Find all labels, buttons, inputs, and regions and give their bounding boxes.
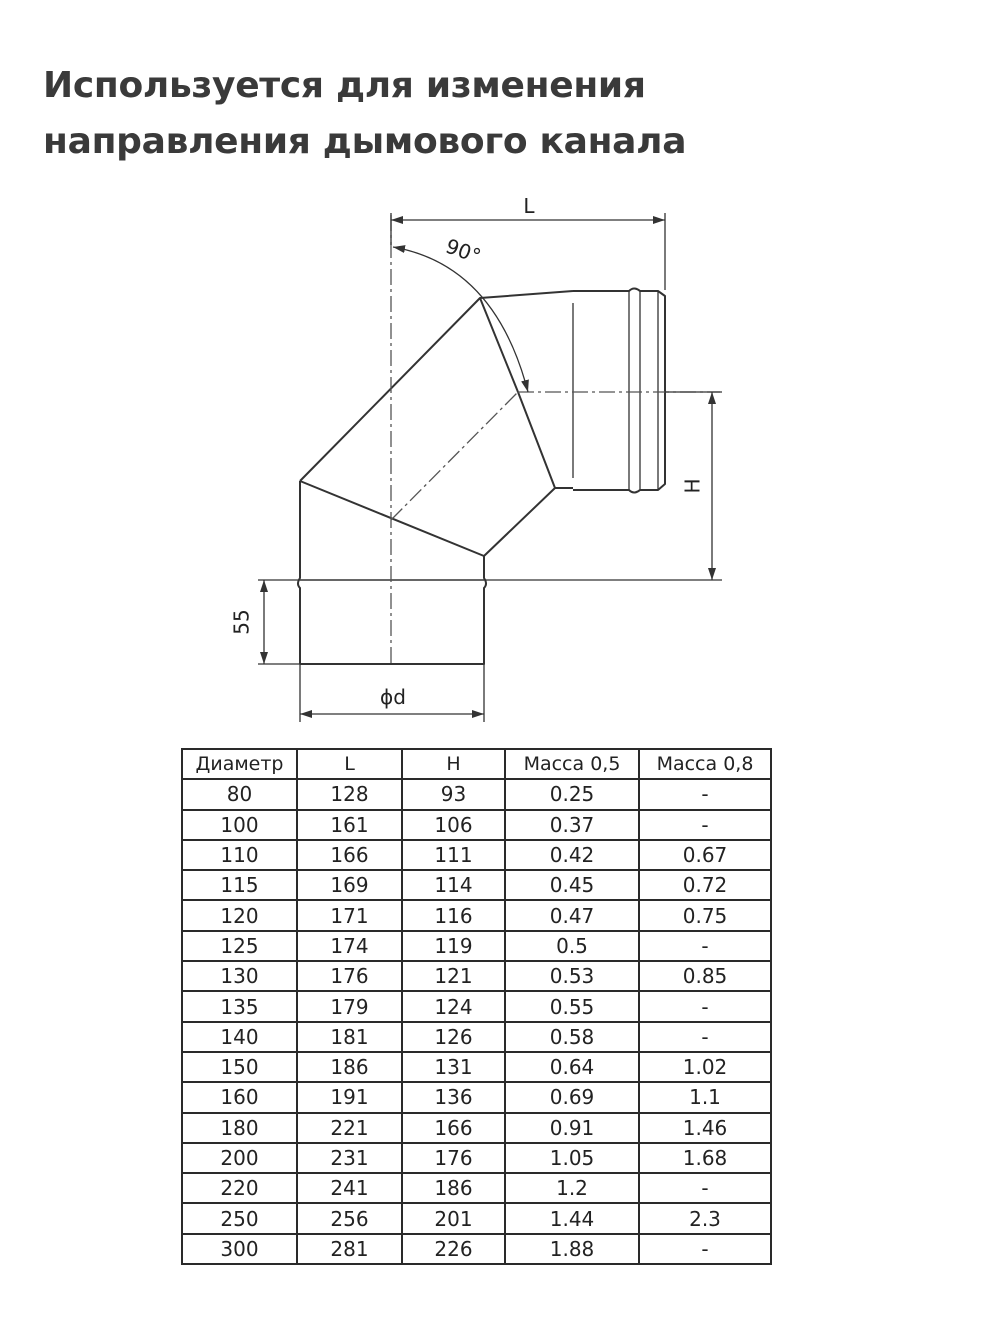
cell-mass-08: -: [639, 1022, 771, 1052]
center-lines: [391, 215, 720, 664]
bottom-collar: [298, 481, 486, 664]
cell-L: 241: [297, 1173, 402, 1203]
label-angle: 90°: [442, 233, 485, 269]
cell-diameter: 80: [182, 779, 297, 809]
cell-diameter: 130: [182, 961, 297, 991]
label-L: L: [523, 194, 535, 218]
cell-H: 201: [402, 1203, 505, 1233]
table-row: [182, 1173, 771, 1203]
elbow-outline: [298, 289, 665, 665]
cell-diameter: 160: [182, 1082, 297, 1112]
header-mass-05: Масса 0,5: [505, 749, 639, 779]
cell-diameter: 125: [182, 931, 297, 961]
cell-L: 256: [297, 1203, 402, 1233]
cell-mass-05: 0.64: [505, 1052, 639, 1082]
angle-arc: [393, 247, 528, 392]
cell-L: 231: [297, 1143, 402, 1173]
table-row: [182, 1022, 771, 1052]
cell-L: 166: [297, 840, 402, 870]
cell-mass-08: -: [639, 931, 771, 961]
cell-H: 126: [402, 1022, 505, 1052]
cell-L: 221: [297, 1113, 402, 1143]
cell-H: 166: [402, 1113, 505, 1143]
cell-mass-05: 0.37: [505, 810, 639, 840]
table-row: [182, 991, 771, 1021]
cell-diameter: 220: [182, 1173, 297, 1203]
cell-H: 111: [402, 840, 505, 870]
cell-mass-08: 0.72: [639, 870, 771, 900]
table-row: [182, 1203, 771, 1233]
heading-line-2: направления дымового канала: [43, 121, 687, 162]
cell-diameter: 100: [182, 810, 297, 840]
cell-L: 128: [297, 779, 402, 809]
header-mass-08: Масса 0,8: [639, 749, 771, 779]
cell-L: 169: [297, 870, 402, 900]
cell-L: 171: [297, 900, 402, 930]
cell-mass-05: 0.58: [505, 1022, 639, 1052]
heading-line-1: Используется для изменения: [43, 65, 646, 106]
table-row: [182, 1113, 771, 1143]
cell-mass-08: -: [639, 1234, 771, 1264]
header-H: H: [402, 749, 505, 779]
table-row: [182, 1234, 771, 1264]
cell-diameter: 110: [182, 840, 297, 870]
cell-mass-08: -: [639, 991, 771, 1021]
cell-mass-05: 0.47: [505, 900, 639, 930]
cell-mass-08: 1.46: [639, 1113, 771, 1143]
cell-diameter: 115: [182, 870, 297, 900]
cell-L: 174: [297, 931, 402, 961]
label-collar-height: 55: [229, 609, 254, 635]
upper-segment: [480, 291, 573, 488]
table-body: [182, 779, 771, 1264]
cell-mass-08: 0.85: [639, 961, 771, 991]
cell-diameter: 200: [182, 1143, 297, 1173]
middle-segment: [300, 298, 518, 481]
cell-L: 191: [297, 1082, 402, 1112]
table-row: [182, 779, 771, 809]
cell-L: 179: [297, 991, 402, 1021]
lower-segment: [300, 392, 555, 556]
cell-mass-05: 1.88: [505, 1234, 639, 1264]
cell-H: 136: [402, 1082, 505, 1112]
table-row: [182, 810, 771, 840]
cell-mass-08: 2.3: [639, 1203, 771, 1233]
table-row: [182, 900, 771, 930]
cell-mass-08: -: [639, 1173, 771, 1203]
cell-mass-05: 0.53: [505, 961, 639, 991]
cell-mass-05: 0.25: [505, 779, 639, 809]
cell-H: 106: [402, 810, 505, 840]
table-header-row: [182, 749, 771, 779]
cell-diameter: 250: [182, 1203, 297, 1233]
header-diameter: Диаметр: [182, 749, 297, 779]
cell-mass-08: -: [639, 779, 771, 809]
cell-H: 186: [402, 1173, 505, 1203]
table-row: [182, 931, 771, 961]
cell-diameter: 135: [182, 991, 297, 1021]
socket-end: [573, 289, 665, 493]
cell-mass-08: 1.1: [639, 1082, 771, 1112]
label-diameter: ϕd: [380, 685, 406, 709]
cell-diameter: 120: [182, 900, 297, 930]
cell-diameter: 300: [182, 1234, 297, 1264]
cell-L: 176: [297, 961, 402, 991]
cell-L: 186: [297, 1052, 402, 1082]
cell-H: 226: [402, 1234, 505, 1264]
cell-mass-05: 1.2: [505, 1173, 639, 1203]
table-row: [182, 1082, 771, 1112]
table-row: [182, 870, 771, 900]
cell-H: 176: [402, 1143, 505, 1173]
label-H: H: [680, 478, 705, 494]
dimension-lines: [258, 213, 722, 722]
cell-mass-08: 0.75: [639, 900, 771, 930]
table-row: [182, 1143, 771, 1173]
cell-mass-05: 0.55: [505, 991, 639, 1021]
cell-diameter: 180: [182, 1113, 297, 1143]
cell-H: 119: [402, 931, 505, 961]
cell-mass-08: 0.67: [639, 840, 771, 870]
cell-L: 281: [297, 1234, 402, 1264]
cell-mass-08: 1.02: [639, 1052, 771, 1082]
table-row: [182, 961, 771, 991]
cell-mass-05: 0.42: [505, 840, 639, 870]
cell-mass-05: 0.5: [505, 931, 639, 961]
cell-mass-05: 1.05: [505, 1143, 639, 1173]
cell-mass-05: 1.44: [505, 1203, 639, 1233]
header-L: L: [297, 749, 402, 779]
cell-H: 93: [402, 779, 505, 809]
cell-diameter: 140: [182, 1022, 297, 1052]
cell-H: 116: [402, 900, 505, 930]
table-row: [182, 1052, 771, 1082]
cell-mass-05: 0.69: [505, 1082, 639, 1112]
cell-H: 124: [402, 991, 505, 1021]
cell-mass-08: -: [639, 810, 771, 840]
cell-mass-05: 0.45: [505, 870, 639, 900]
cell-mass-08: 1.68: [639, 1143, 771, 1173]
cell-H: 131: [402, 1052, 505, 1082]
cell-H: 121: [402, 961, 505, 991]
table-row: [182, 840, 771, 870]
cell-diameter: 150: [182, 1052, 297, 1082]
specifications-table: [181, 748, 772, 1265]
cell-mass-05: 0.91: [505, 1113, 639, 1143]
cell-L: 161: [297, 810, 402, 840]
cell-L: 181: [297, 1022, 402, 1052]
cell-H: 114: [402, 870, 505, 900]
